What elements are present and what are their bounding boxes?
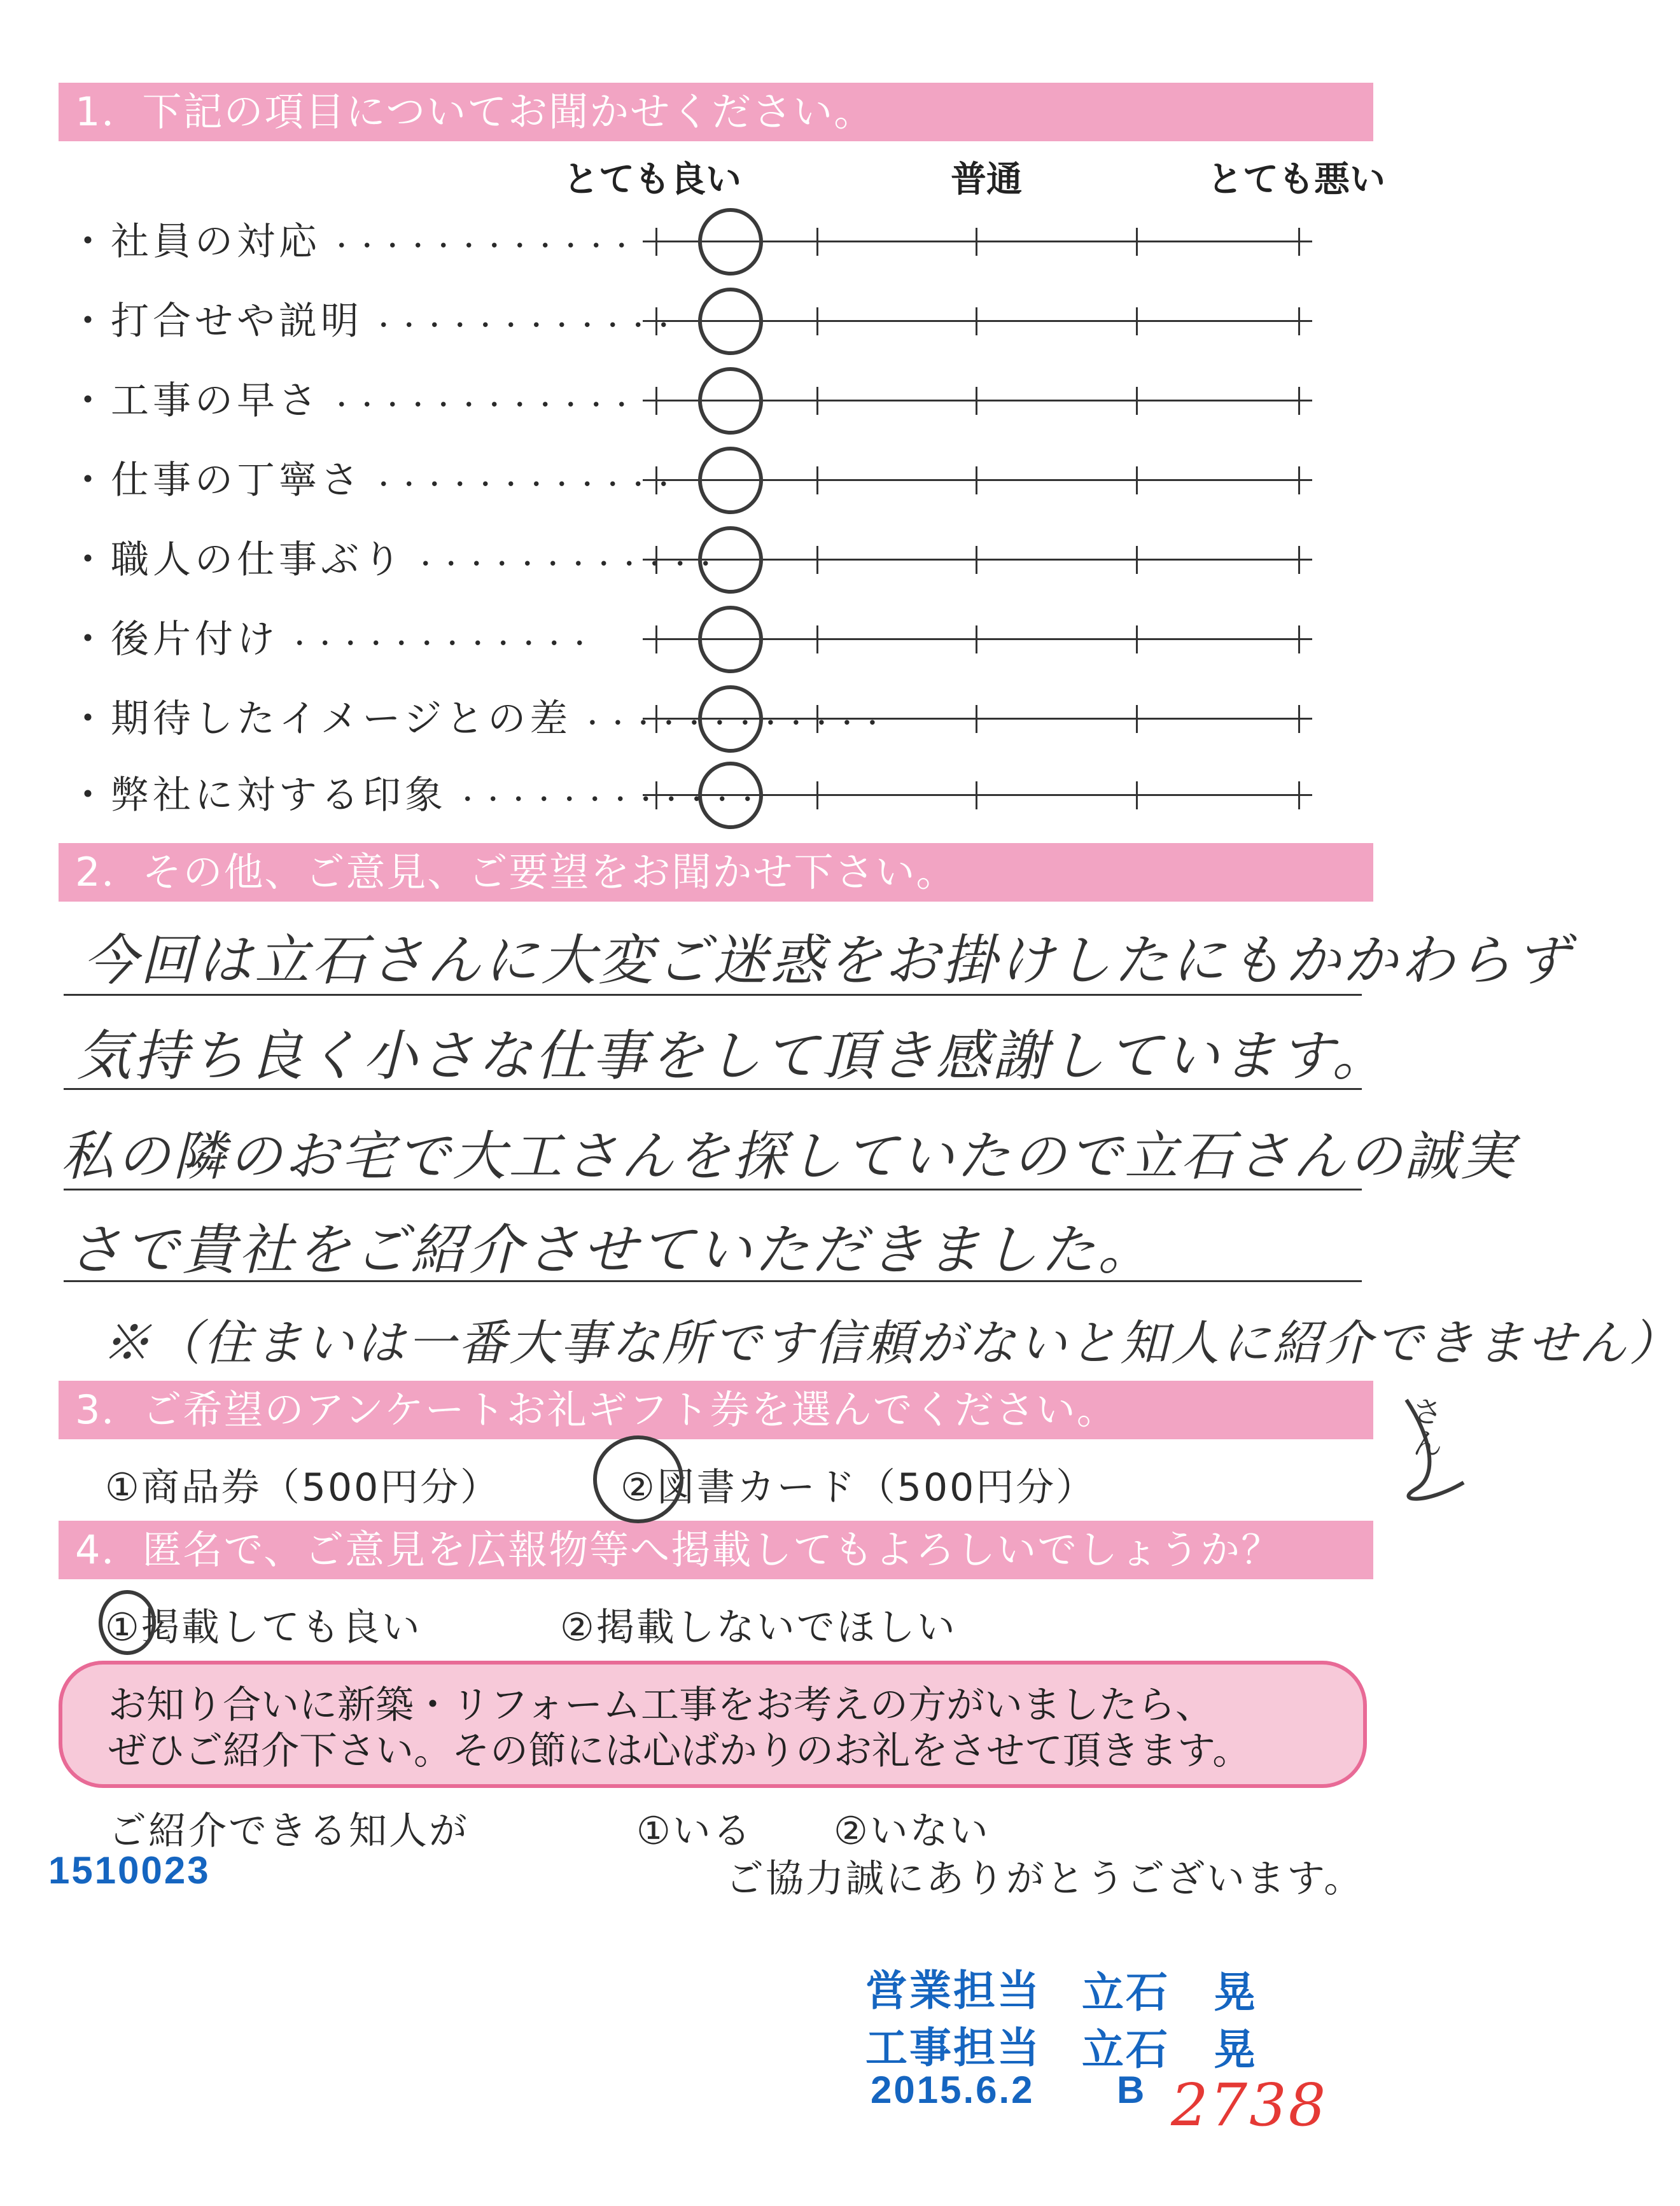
grade-mark: B	[1117, 2069, 1147, 2111]
referral-box-line-2: ぜひご紹介下さい。その節には心ばかりのお礼をさせて頂きます。	[108, 1729, 1251, 1773]
rating-item-label: ・弊社に対する印象 ・・・・・・・・・・・・	[69, 764, 760, 832]
sales-staff-name: 立石 晃	[1082, 1968, 1257, 2017]
gift-selection-circle	[595, 1437, 682, 1521]
survey-date: 2015.6.2	[871, 2069, 1035, 2111]
section2-header: 2．その他、ご意見、ご要望をお聞かせ下さい。	[59, 843, 1373, 902]
margin-note-sa: さ	[1413, 1395, 1442, 1429]
handwritten-line-3: 私の隣のお宅で大工さんを探していたので立石さんの誠実	[60, 1125, 1517, 1187]
gift-option-shohinken[interactable]: ①商品券（500円分）	[105, 1465, 501, 1510]
handwritten-line-4: さで貴社をご紹介させていただきました。	[67, 1218, 1155, 1282]
rating-selection-circle	[700, 449, 761, 512]
rating-item-label: ・社員の対応 ・・・・・・・・・・・・	[69, 210, 634, 278]
rating-item-label: ・期待したイメージとの差 ・・・・・・・・・・・・	[69, 687, 885, 755]
rating-item-label: ・後片付け ・・・・・・・・・・・・	[69, 608, 592, 676]
rating-circle-group	[700, 210, 761, 827]
scale-label-average: 普通	[951, 159, 1022, 200]
sales-staff-label: 営業担当	[865, 1966, 1041, 2015]
handwritten-line-1: 今回は立石さんに大変ご迷惑をお掛けしたにもかかわらず	[83, 929, 1572, 993]
rating-selection-circle	[700, 687, 761, 751]
scale-label-very-bad: とても悪い	[1207, 159, 1385, 200]
publish-selection-circle	[101, 1592, 154, 1653]
rating-selection-circle	[700, 608, 761, 671]
handwritten-red-number: 2738	[1171, 2071, 1328, 2139]
publish-option-deny[interactable]: ②掲載しないでほしい	[560, 1605, 957, 1650]
section3-header: 3．ご希望のアンケートお礼ギフト券を選んでください。	[59, 1381, 1373, 1439]
rating-item-label: ・仕事の丁寧さ ・・・・・・・・・・・・	[69, 449, 676, 517]
thank-you-message: ご協力誠にありがとうございます。	[725, 1857, 1364, 1901]
survey-id-number: 1510023	[48, 1849, 211, 1892]
rating-selection-circle	[700, 764, 761, 827]
rating-selection-circle	[700, 290, 761, 353]
handwritten-line-5: ※（住まいは一番大事な所です信頼がないと知人に紹介できません）	[102, 1315, 1680, 1371]
referral-option-yes[interactable]: ①いる	[636, 1809, 753, 1853]
section4-header: 4．匿名で、ご意見を広報物等へ掲載してもよろしいでしょうか？	[59, 1521, 1373, 1579]
rating-selection-circle	[700, 528, 761, 592]
scale-label-very-good: とても良い	[563, 159, 741, 200]
margin-note-n: ん	[1413, 1427, 1442, 1461]
section1-header: 1．下記の項目についてお聞かせください。	[59, 83, 1373, 141]
rating-item-label: ・工事の早さ ・・・・・・・・・・・・	[69, 369, 634, 437]
rating-item-label: ・打合せや説明 ・・・・・・・・・・・・	[69, 290, 676, 358]
handwritten-line-2: 気持ち良く小さな仕事をして頂き感謝しています。	[76, 1024, 1390, 1088]
referral-question-label: ご紹介できる知人が	[108, 1809, 469, 1853]
referral-option-no[interactable]: ②いない	[834, 1809, 990, 1853]
rating-selection-circle	[700, 369, 761, 433]
construction-staff-label: 工事担当	[865, 2023, 1041, 2072]
construction-staff-name: 立石 晃	[1082, 2025, 1257, 2074]
referral-box-line-1: お知り合いに新築・リフォーム工事をお考えの方がいましたら、	[108, 1683, 1214, 1728]
rating-item-label: ・職人の仕事ぶり ・・・・・・・・・・・・	[69, 528, 718, 596]
gift-option-tosho-card[interactable]: ②図書カード（500円分）	[620, 1465, 1096, 1510]
publish-option-allow[interactable]: ①掲載しても良い	[105, 1605, 422, 1650]
rating-selection-circle	[700, 210, 761, 274]
